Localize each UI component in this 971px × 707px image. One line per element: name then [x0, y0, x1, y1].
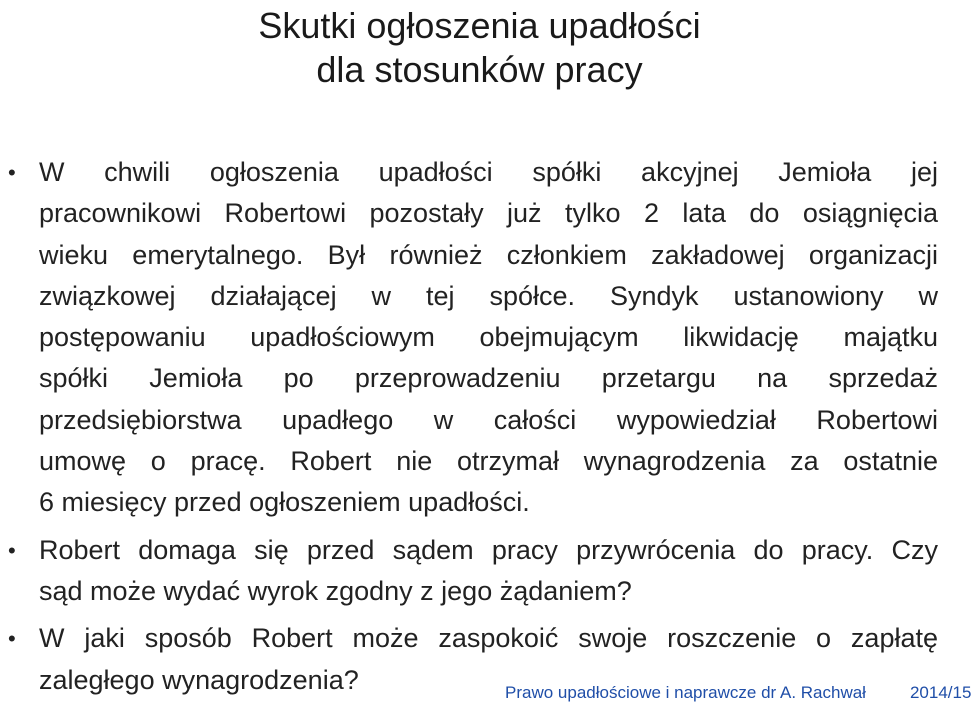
- slide-footer: [505, 682, 971, 704]
- bullet-line: W jaki sposób Robert może zaspokoić swoje roszczenie o zapłatę: [39, 623, 938, 654]
- bullet-line: zaległego wynagrodzenia?: [39, 664, 359, 695]
- footer-course: Prawo upadłościowe i naprawcze dr A. Rachwał: [505, 683, 866, 702]
- bullet-line: spółki Jemioła po przeprowadzeniu przetargu na sprzedaż: [39, 363, 938, 394]
- bullet-line: postępowaniu upadłościowym obejmującym likwidację majątku: [39, 322, 938, 353]
- bullet-line: Robert domaga się przed sądem pracy przywrócenia do pracy. Czy: [39, 534, 938, 565]
- bullet-line: W chwili ogłoszenia upadłości spółki akcyjnej Jemioła jej: [39, 157, 938, 187]
- bullet-line: wieku emerytalnego. Był również członkiem zakładowej organizacji: [39, 239, 938, 270]
- title-line-2: dla stosunków pracy: [316, 49, 643, 90]
- bullet-line: pracownikowi Robertowi pozostały już tylko 2 lata do osiągnięcia: [39, 198, 938, 229]
- bullet-line: sąd może wydać wyrok zgodny z jego żądaniem?: [39, 575, 632, 606]
- bullet-line: umowę o pracę. Robert nie otrzymał wynagrodzenia za ostatnie: [39, 446, 938, 477]
- slide-title: [0, 4, 959, 92]
- bullet-icon: •: [8, 537, 16, 563]
- bullet-item: [0, 152, 959, 524]
- bullet-list: [0, 152, 959, 701]
- title-line-1: Skutki ogłoszenia upadłości: [258, 5, 701, 46]
- footer-year: 2014/15: [909, 683, 971, 702]
- bullet-item: [0, 530, 959, 613]
- bullet-line: związkowej działającej w tej spółce. Syndyk ustanowiony w: [39, 280, 938, 311]
- bullet-line: przedsiębiorstwa upadłego w całości wypowiedział Robertowi: [39, 404, 938, 435]
- bullet-line: 6 miesięcy przed ogłoszeniem upadłości.: [39, 487, 530, 518]
- bullet-icon: •: [8, 626, 16, 652]
- bullet-icon: •: [8, 160, 16, 185]
